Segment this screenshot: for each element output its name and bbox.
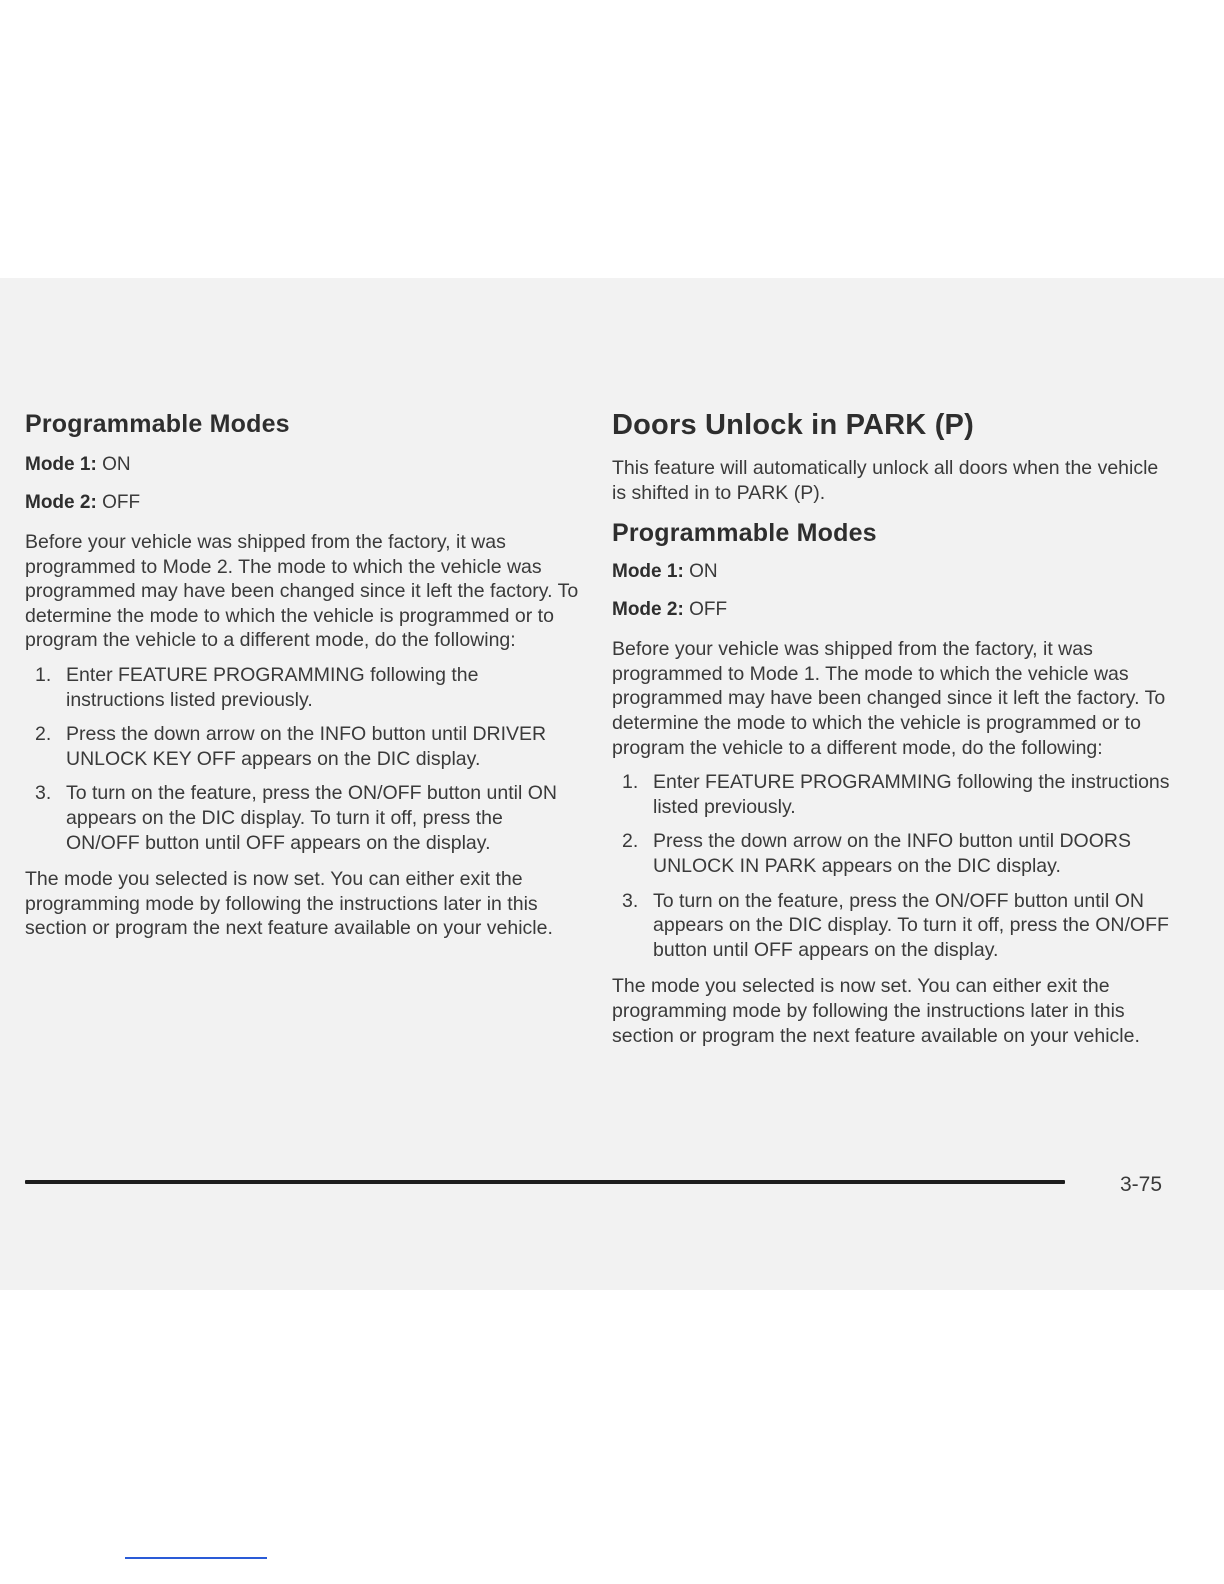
right-mode-1-value: ON bbox=[689, 561, 718, 583]
left-mode-2-value: OFF bbox=[102, 492, 141, 513]
step-text: Press the down arrow on the INFO button until DRIVER UNLOCK KEY OFF appears on the DIC display. bbox=[66, 723, 547, 770]
list-item bbox=[25, 722, 580, 771]
step-number: 2. bbox=[35, 723, 52, 746]
list-item bbox=[612, 889, 1172, 963]
left-mode-2-label: Mode 2: bbox=[25, 492, 97, 513]
right-mode-1-label: Mode 1: bbox=[612, 561, 684, 583]
list-item bbox=[612, 829, 1172, 878]
footer-rule bbox=[25, 1180, 1065, 1184]
step-text: To turn on the feature, press the ON/OFF button until ON appears on the DIC display. To turn it off, press the ON/OFF button until OFF appears on the display. bbox=[653, 889, 1169, 961]
step-text: To turn on the feature, press the ON/OFF button until ON appears on the DIC display. To turn it off, press the ON/OFF button until OFF appears on the display. bbox=[66, 782, 557, 854]
step-text: Enter FEATURE PROGRAMMING following the instructions listed previously. bbox=[66, 663, 479, 711]
step-number: 2. bbox=[622, 830, 639, 853]
link-underline[interactable] bbox=[125, 1557, 267, 1559]
right-column bbox=[612, 410, 1172, 1058]
left-intro-paragraph: Before your vehicle was shipped from the factory, it was programmed to Mode 2. The mode to which the vehicle was programmed may have been changed since it left the factory. To determine the mode to which the vehicle is programmed or to program the vehicle to a different mode, do the following: bbox=[25, 531, 579, 652]
left-mode-1-label: Mode 1: bbox=[25, 454, 97, 475]
step-number: 3. bbox=[35, 782, 52, 805]
left-steps-list bbox=[25, 663, 580, 855]
step-text: Enter FEATURE PROGRAMMING following the instructions listed previously. bbox=[653, 771, 1170, 818]
right-description: This feature will automatically unlock all doors when the vehicle is shifted in to PARK (P). bbox=[612, 457, 1159, 504]
list-item bbox=[25, 663, 580, 712]
right-mode-2 bbox=[612, 599, 1172, 621]
step-text: Press the down arrow on the INFO button until DOORS UNLOCK IN PARK appears on the DIC display. bbox=[653, 830, 1131, 877]
right-subheading: Programmable Modes bbox=[612, 519, 877, 548]
step-number: 1. bbox=[35, 663, 52, 686]
step-number: 3. bbox=[622, 889, 639, 912]
left-column bbox=[25, 410, 580, 951]
left-mode-2 bbox=[25, 492, 580, 514]
left-closing-paragraph: The mode you selected is now set. You can either exit the programming mode by following the instructions later in this section or program the next feature available on your vehicle. bbox=[25, 868, 553, 940]
right-mode-2-label: Mode 2: bbox=[612, 599, 684, 621]
right-mode-2-value: OFF bbox=[689, 599, 728, 621]
right-steps-list bbox=[612, 770, 1172, 962]
left-mode-1-value: ON bbox=[102, 454, 131, 475]
left-heading: Programmable Modes bbox=[25, 410, 290, 438]
right-mode-1 bbox=[612, 561, 1172, 583]
right-intro-paragraph: Before your vehicle was shipped from the factory, it was programmed to Mode 1. The mode to which the vehicle was programmed may have been changed since it left the factory. To determine the mode to which the vehicle is programmed or to program the vehicle to a different mode, do the following: bbox=[612, 638, 1166, 759]
right-heading: Doors Unlock in PARK (P) bbox=[612, 409, 974, 441]
page-number: 3-75 bbox=[1120, 1173, 1163, 1196]
right-closing-paragraph: The mode you selected is now set. You can either exit the programming mode by following the instructions later in this section or program the next feature available on your vehicle. bbox=[612, 975, 1140, 1047]
list-item bbox=[25, 781, 580, 855]
list-item bbox=[612, 770, 1172, 819]
step-number: 1. bbox=[622, 771, 639, 794]
left-mode-1 bbox=[25, 454, 580, 476]
